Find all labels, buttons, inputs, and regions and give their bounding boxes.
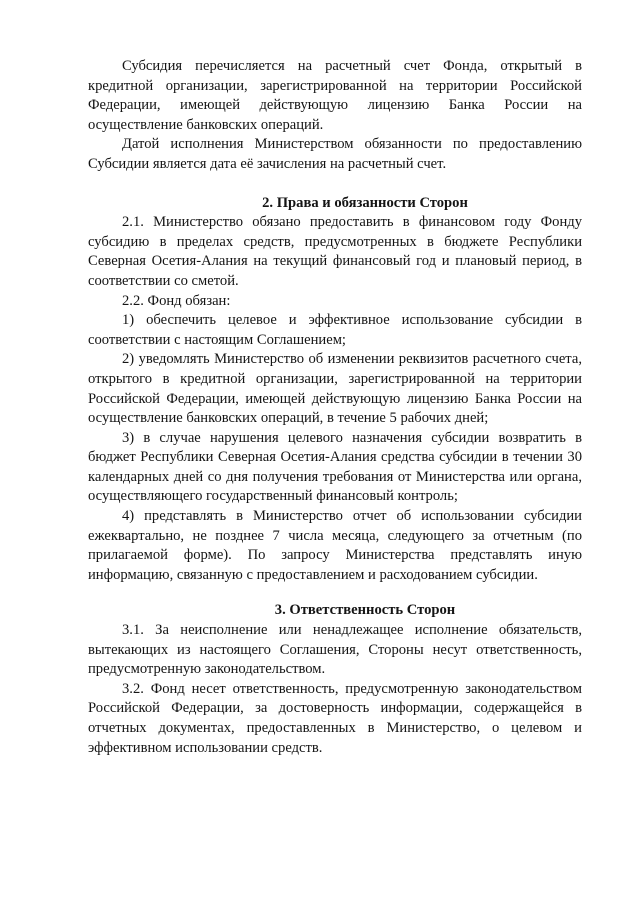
section-2-title: 2. Права и обязанности Сторон [262,194,468,211]
intro-paragraph-1: Субсидия перечисляется на расчетный счет Фонда, открытый в кредитной организации, зарегистрированной на территории Российской Федерации, имеющей действующую лицензию Банка России на осуществление банковских операций. [88,58,582,133]
spacer [88,175,582,194]
obligation-item-1: 1) обеспечить целевое и эффективное использование субсидии в соответствии с настоящим Соглашением; [88,312,582,348]
clause-2-1: 2.1. Министерство обязано предоставить в финансовом году Фонду субсидию в пределах средств, предусмотренных в бюджете Республики Северная Осетия-Алания на текущий финансовый год и плановый период, в соответствии со сметой. [88,214,582,289]
intro-paragraph-2: Датой исполнения Министерством обязанности по предоставлению Субсидии является дата её зачисления на расчетный счет. [88,136,582,172]
clause-3-2: 3.2. Фонд несет ответственность, предусмотренную законодательством Российской Федерации, за достоверность информации, содержащейся в отчетных документах, предоставленных в Министерство, о целевом и эффективном использовании средств. [88,680,582,756]
clause-3-1: 3.1. За неисполнение или ненадлежащее исполнение обязательств, вытекающих из настоящего Соглашения, Стороны несут ответственность, предусмотренную законодательством. [88,622,582,678]
section-3-title: 3. Ответственность Сторон [274,602,456,619]
clause-2-2: 2.2. Фонд обязан: [122,292,231,309]
obligation-item-4: 4) представлять в Министерство отчет об использовании субсидии ежеквартально, не позднее 7 числа месяца, следующего за отчетным (по прилагаемой форме). По запросу Министерства представлять иную информацию, связанную с предоставлением и расходованием субсидии. [88,508,582,583]
obligation-item-2: 2) уведомлять Министерство об изменении реквизитов расчетного счета, открытого в кредитной организации, зарегистрированной на территории Российской Федерации, имеющей действующую лицензию Банка России на осуществление банковских операций, в течение 5 рабочих дней; [88,351,582,427]
document-page [88,57,582,758]
spacer [88,585,582,601]
obligation-item-3: 3) в случае нарушения целевого назначения субсидии возвратить в бюджет Республики Северная Осетия-Алания средства субсидии в течении 30 календарных дней со дня получения требования от Министерства или органа, осуществляющего государственный финансовый контроль; [88,429,582,505]
